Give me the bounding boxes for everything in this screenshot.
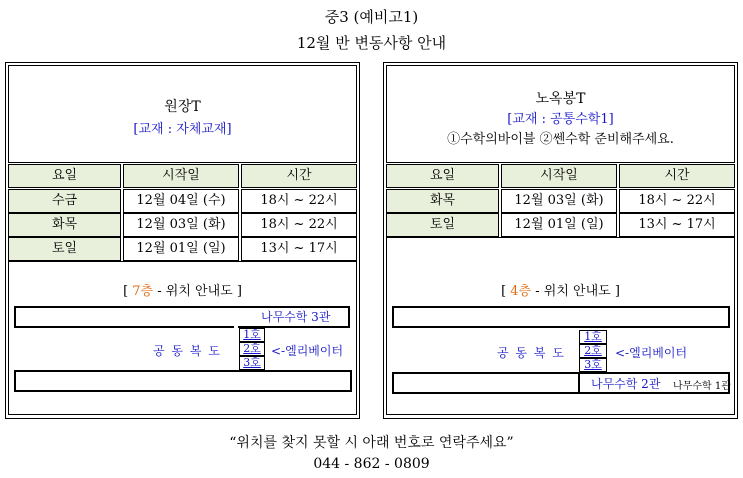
right-room-1: 1호 bbox=[579, 330, 607, 344]
right-teacher-name: 노옥봉T bbox=[535, 91, 586, 107]
page-subtitle: 12월 반 변동사항 안내 bbox=[296, 34, 447, 52]
left-col-start: 시작일 bbox=[123, 164, 239, 188]
left-room-3: 3호 bbox=[239, 356, 265, 370]
table-row-time: 13시 ~ 17시 bbox=[241, 237, 357, 261]
table-row-day: 토일 bbox=[8, 237, 121, 261]
right-elevator-label: <-엘리베이터 bbox=[615, 346, 688, 360]
table-row-time: 18시 ~ 22시 bbox=[619, 189, 735, 213]
left-map-box bbox=[8, 261, 357, 415]
table-row-day: 화목 bbox=[386, 189, 499, 213]
table-row-start: 12월 03일 (화) bbox=[501, 189, 617, 213]
left-map-title: [ 7층 - 위치 안내도 ] bbox=[123, 284, 242, 299]
table-row-start: 12월 03일 (화) bbox=[123, 213, 239, 237]
table-row-day: 토일 bbox=[386, 213, 499, 237]
left-elevator-label: <-엘리베이터 bbox=[271, 344, 344, 358]
right-map-box bbox=[386, 237, 735, 415]
left-col-time: 시간 bbox=[241, 164, 357, 188]
table-row-day: 화목 bbox=[8, 213, 121, 237]
left-top-corridor bbox=[14, 306, 234, 328]
left-info-box bbox=[8, 65, 357, 163]
left-col-day: 요일 bbox=[8, 164, 121, 188]
left-room-1: 1호 bbox=[239, 328, 265, 342]
table-row-start: 12월 01일 (일) bbox=[123, 237, 239, 261]
left-room-2: 2호 bbox=[239, 342, 265, 356]
right-room-3: 3호 bbox=[579, 358, 607, 372]
right-col-start: 시작일 bbox=[501, 164, 617, 188]
table-row-time: 18시 ~ 22시 bbox=[241, 189, 357, 213]
right-map-title: [ 4층 - 위치 안내도 ] bbox=[501, 284, 620, 299]
footer-phone: 044 - 862 - 0809 bbox=[313, 456, 430, 472]
right-top-corridor bbox=[392, 306, 730, 328]
right-building-label: 나무수학 2관 bbox=[591, 377, 661, 391]
right-building-small-label: 나무수학 1관 bbox=[673, 381, 731, 392]
right-bottom-corridor bbox=[392, 372, 580, 394]
right-panel bbox=[383, 62, 738, 419]
right-info-box bbox=[386, 65, 735, 163]
right-room-2: 2호 bbox=[579, 344, 607, 358]
table-row-time: 18시 ~ 22시 bbox=[241, 213, 357, 237]
right-col-time: 시간 bbox=[619, 164, 735, 188]
left-teacher-name: 원장T bbox=[164, 99, 201, 115]
right-col-day: 요일 bbox=[386, 164, 499, 188]
left-building-label: 나무수학 3관 bbox=[261, 310, 331, 324]
table-row-day: 수금 bbox=[8, 189, 121, 213]
left-material: [교재 : 자체교재] bbox=[133, 122, 232, 137]
footer-message: “위치를 찾지 못할 시 아래 번호로 연락주세요” bbox=[229, 435, 514, 451]
right-note: ①수학의바이블 ②쎈수학 준비해주세요. bbox=[447, 132, 674, 147]
right-floor-label: 4층 bbox=[510, 284, 532, 299]
right-material: [교재 : 공통수학1] bbox=[507, 112, 614, 127]
left-hall-label: 공 동 복 도 bbox=[153, 344, 220, 358]
left-bottom-corridor bbox=[14, 370, 352, 392]
table-row-start: 12월 01일 (일) bbox=[501, 213, 617, 237]
table-row-time: 13시 ~ 17시 bbox=[619, 213, 735, 237]
right-hall-label: 공 동 복 도 bbox=[497, 346, 564, 360]
left-floor-label: 7층 bbox=[132, 284, 154, 299]
left-panel bbox=[5, 62, 360, 419]
page-title: 중3 (예비고1) bbox=[324, 8, 419, 26]
table-row-start: 12월 04일 (수) bbox=[123, 189, 239, 213]
